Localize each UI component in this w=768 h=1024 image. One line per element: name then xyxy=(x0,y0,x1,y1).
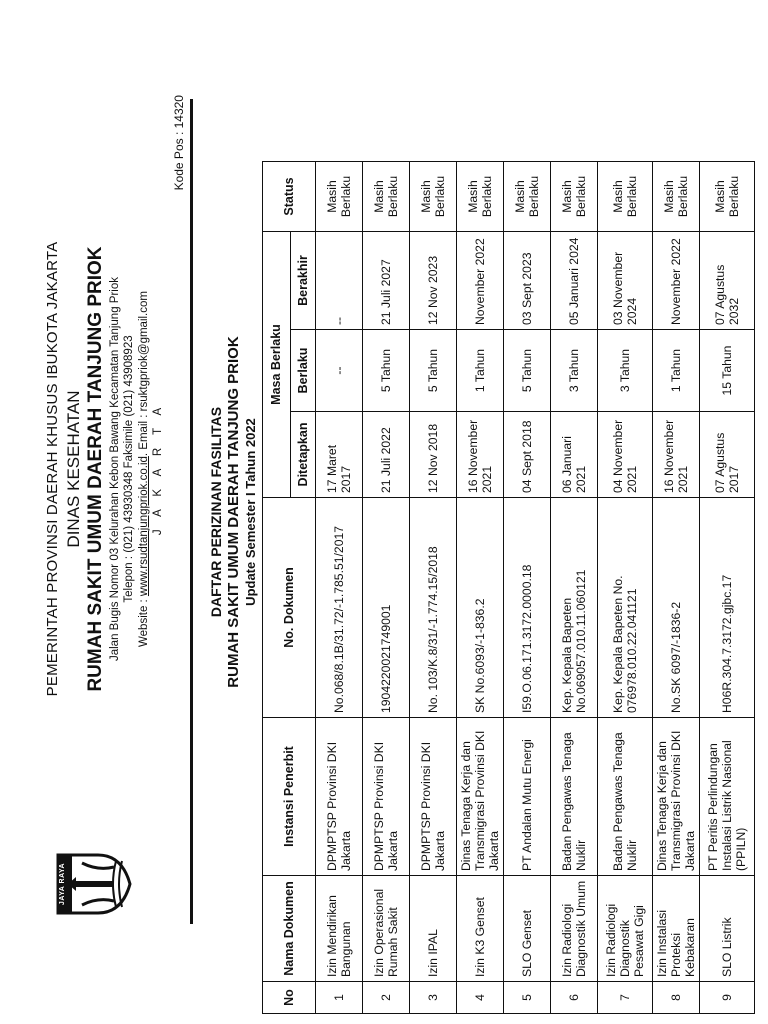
cell-ditetapkan: 04 November 2021 xyxy=(598,412,653,498)
letterhead-divider xyxy=(190,99,193,924)
table-row xyxy=(598,162,653,1014)
header-status: Status xyxy=(263,162,316,232)
cell-instansi-penerbit: Badan Pengawas Tenaga Nuklir xyxy=(551,718,598,876)
cell-no: 5 xyxy=(504,982,551,1014)
jakarta-crest-logo xyxy=(52,841,134,927)
cell-ditetapkan: 12 Nov 2018 xyxy=(410,412,457,498)
cell-status: Masih Berlaku xyxy=(410,162,457,232)
table-row xyxy=(457,162,504,1014)
cell-no: 2 xyxy=(363,982,410,1014)
table-row xyxy=(653,162,700,1014)
header-masa-berlaku: Masa Berlaku xyxy=(263,232,291,498)
cell-instansi-penerbit: DPMPTSP Provinsi DKI Jakarta xyxy=(316,718,363,876)
cell-berlaku: 3 Tahun xyxy=(551,330,598,412)
header-no-dokumen: No. Dokumen xyxy=(263,498,316,718)
cell-instansi-penerbit: DPMPTSP Provinsi DKI Jakarta xyxy=(363,718,410,876)
cell-berakhir: 03 November 2024 xyxy=(598,232,653,330)
cell-instansi-penerbit: DPMPTSP Provinsi DKI Jakarta xyxy=(410,718,457,876)
cell-no-dokumen: No. 103/K.8/31/-1.774.15/2018 xyxy=(410,498,457,718)
table-row xyxy=(410,162,457,1014)
cell-ditetapkan: 16 November 2021 xyxy=(653,412,700,498)
table-header-row xyxy=(263,162,291,1014)
email-label: . Email : xyxy=(137,411,150,457)
cell-ditetapkan: 16 November 2021 xyxy=(457,412,504,498)
cell-instansi-penerbit: PT Andalan Mutu Energi xyxy=(504,718,551,876)
cell-berakhir: 21 Juli 2027 xyxy=(363,232,410,330)
table-row xyxy=(316,162,363,1014)
cell-berlaku: 5 Tahun xyxy=(410,330,457,412)
cell-instansi-penerbit: Badan Pengawas Tenaga Nuklir xyxy=(598,718,653,876)
table-row xyxy=(700,162,755,1014)
cell-no-dokumen: Kep. Kepala Bapeten No.069057.010.11.060121 xyxy=(551,498,598,718)
header-no: No xyxy=(263,982,316,1014)
cell-berlaku: 3 Tahun xyxy=(598,330,653,412)
cell-berlaku: 15 Tahun xyxy=(700,330,755,412)
cell-berlaku: 5 Tahun xyxy=(504,330,551,412)
cell-nama-dokumen: Izin Radiologi Diagnostik Pesawat Gigi xyxy=(598,876,653,982)
cell-berakhir: -- xyxy=(316,232,363,330)
cell-nama-dokumen: Izin Operasional Rumah Sakit xyxy=(363,876,410,982)
cell-ditetapkan: 04 Sept 2018 xyxy=(504,412,551,498)
website-label: Website : xyxy=(137,596,150,647)
cell-status: Masih Berlaku xyxy=(700,162,755,232)
header-instansi-penerbit: Instansi Penerbit xyxy=(263,718,316,876)
cell-berlaku: 1 Tahun xyxy=(653,330,700,412)
cell-no: 8 xyxy=(653,982,700,1014)
cell-no-dokumen: SK No.6093/-1-836.2 xyxy=(457,498,504,718)
letterhead-contact xyxy=(137,109,151,829)
title-line-1: DAFTAR PERIZINAN FASILITAS xyxy=(208,406,224,618)
cell-ditetapkan: 07 Agustus 2017 xyxy=(700,412,755,498)
cell-berlaku: -- xyxy=(316,330,363,412)
cell-instansi-penerbit: Dinas Tenaga Kerja dan Transmigrasi Provinsi DKI Jakarta xyxy=(457,718,504,876)
letterhead xyxy=(44,109,165,829)
title-line-2: RUMAH SAKIT UMUM DAERAH TANJUNG PRIOK xyxy=(225,336,243,688)
cell-no: 6 xyxy=(551,982,598,1014)
license-table xyxy=(262,161,755,1014)
letterhead-hospital-name: RUMAH SAKIT UMUM DAERAH TANJUNG PRIOK xyxy=(85,246,106,692)
letterhead-province: PEMERINTAH PROVINSI DAERAH KHUSUS IBUKOTA JAKARTA xyxy=(44,241,61,697)
postal-code: Kode Pos : 14320 xyxy=(172,95,186,191)
cell-instansi-penerbit: Dinas Tenaga Kerja dan Transmigrasi Provinsi DKI Jakarta xyxy=(653,718,700,876)
cell-no-dokumen: 1904220021749001 xyxy=(363,498,410,718)
cell-berakhir: 12 Nov 2023 xyxy=(410,232,457,330)
cell-status: Masih Berlaku xyxy=(551,162,598,232)
letterhead-department: DINAS KESEHATAN xyxy=(63,390,83,548)
cell-status: Masih Berlaku xyxy=(653,162,700,232)
header-nama-dokumen: Nama Dokumen xyxy=(263,876,316,982)
cell-berlaku: 1 Tahun xyxy=(457,330,504,412)
cell-nama-dokumen: Izin Instalasi Proteksi Kebakaran xyxy=(653,876,700,982)
cell-status: Masih Berlaku xyxy=(363,162,410,232)
cell-nama-dokumen: Izin IPAL xyxy=(410,876,457,982)
cell-ditetapkan: 06 Januari 2021 xyxy=(551,412,598,498)
website-link[interactable]: www.rsudtanjungpriok.co.id xyxy=(137,456,150,597)
cell-no-dokumen: Kep. Kepala Bapeten No. 076978.010.22.041121 xyxy=(598,498,653,718)
cell-no-dokumen: No.SK 6097/-1836-2 xyxy=(653,498,700,718)
logo-caption: JAYA RAYA xyxy=(59,862,66,906)
cell-berakhir: 03 Sept 2023 xyxy=(504,232,551,330)
cell-no: 9 xyxy=(700,982,755,1014)
cell-status: Masih Berlaku xyxy=(316,162,363,232)
title-line-3: Update Semester I Tahun 2022 xyxy=(243,418,259,606)
cell-no-dokumen: No.068/8.1B/31.72/-1.785.51/2017 xyxy=(316,498,363,718)
cell-no: 4 xyxy=(457,982,504,1014)
cell-status: Masih Berlaku xyxy=(598,162,653,232)
cell-nama-dokumen: Izin Mendirikan Bangunan xyxy=(316,876,363,982)
header-berlaku: Berlaku xyxy=(291,330,316,412)
cell-status: Masih Berlaku xyxy=(457,162,504,232)
cell-no: 1 xyxy=(316,982,363,1014)
cell-berakhir: November 2022 xyxy=(653,232,700,330)
cell-no-dokumen: I59.O.06.171.3172.0000.18 xyxy=(504,498,551,718)
table-row xyxy=(551,162,598,1014)
table-row xyxy=(504,162,551,1014)
cell-nama-dokumen: SLO Genset xyxy=(504,876,551,982)
header-berakhir: Berakhir xyxy=(291,232,316,330)
cell-no: 7 xyxy=(598,982,653,1014)
cell-nama-dokumen: SLO Listrik xyxy=(700,876,755,982)
header-ditetapkan: Ditetapkan xyxy=(291,412,316,498)
cell-ditetapkan: 17 Maret 2017 xyxy=(316,412,363,498)
cell-status: Masih Berlaku xyxy=(504,162,551,232)
cell-ditetapkan: 21 Juli 2022 xyxy=(363,412,410,498)
cell-nama-dokumen: Izin K3 Genset xyxy=(457,876,504,982)
cell-berlaku: 5 Tahun xyxy=(363,330,410,412)
letterhead-city: J A K A R T A xyxy=(151,402,164,536)
cell-berakhir: 05 Januari 2024 xyxy=(551,232,598,330)
cell-berakhir: November 2022 xyxy=(457,232,504,330)
letterhead-phone: Telepon : (021) 43930348 Faksimile (021) 43908923 xyxy=(123,335,136,603)
cell-instansi-penerbit: PT Peritis Perlindungan Instalasi Listrik Nasional (PPILN) xyxy=(700,718,755,876)
document-title xyxy=(208,0,259,1024)
table-row xyxy=(363,162,410,1014)
cell-no: 3 xyxy=(410,982,457,1014)
cell-no-dokumen: H06R.304.7.3172.gjbc.17 xyxy=(700,498,755,718)
cell-berakhir: 07 Agustus 2032 xyxy=(700,232,755,330)
email-address[interactable]: rsuktgpriok@gmail.com xyxy=(137,291,150,412)
cell-nama-dokumen: Izin Radiologi Diagnostik Umum xyxy=(551,876,598,982)
letterhead-address: Jalan Bugis Nomor 03 Kelurahan Kebon Bawang Kecamatan Tanjung Priok xyxy=(108,277,121,662)
